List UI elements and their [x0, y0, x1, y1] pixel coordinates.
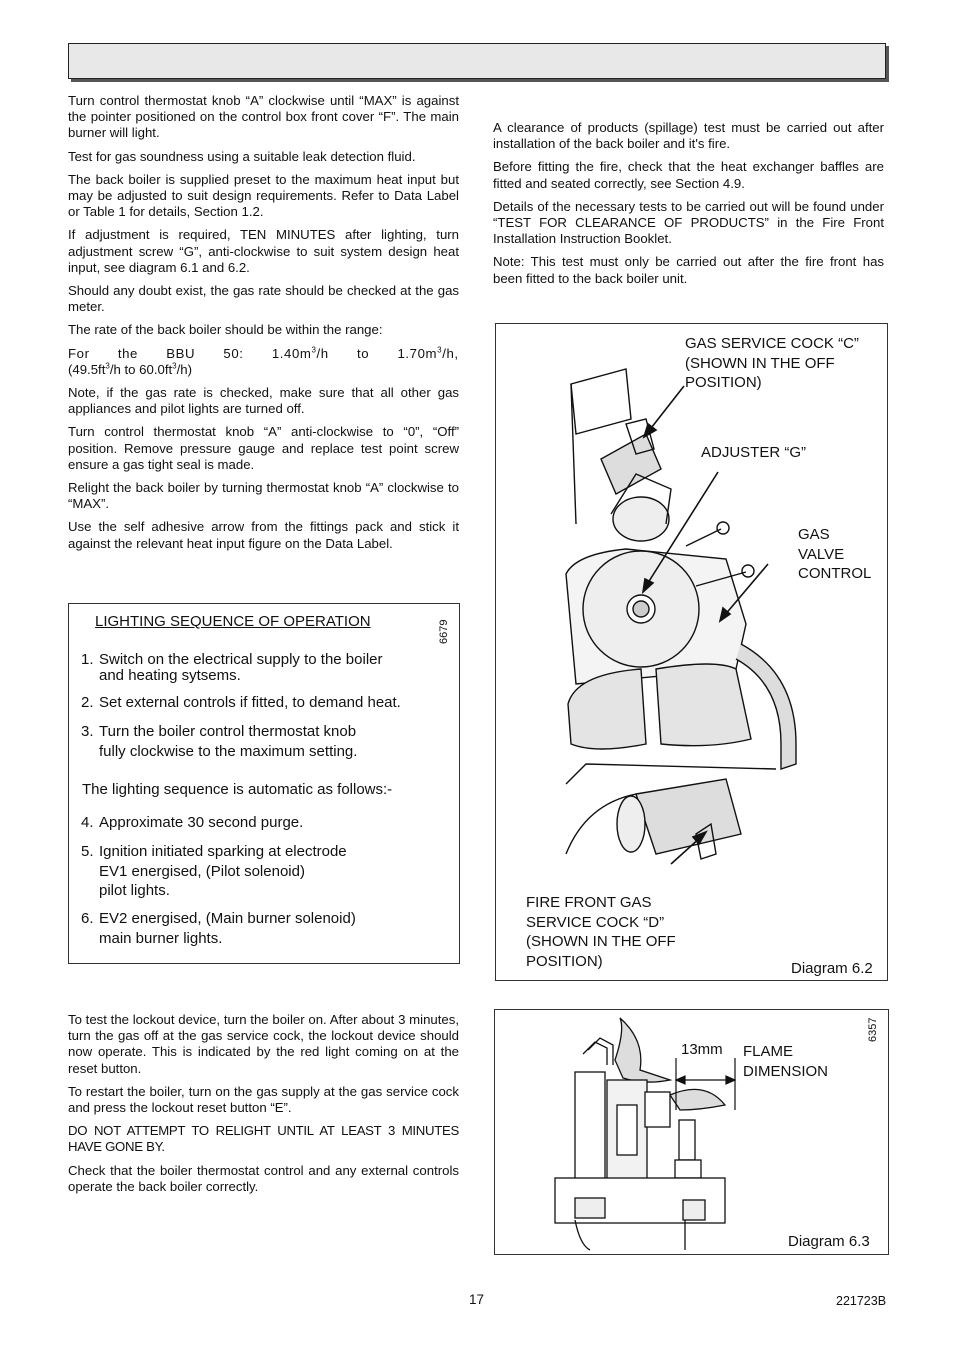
paragraph: Test for gas soundness using a suitable leak detection fluid. [68, 148, 416, 164]
right-column [493, 120, 884, 294]
list-item: 4. Approximate 30 second purge. [81, 814, 304, 831]
list-item: 5. Ignition initiated sparking at electrode EV1 energised, (Pilot solenoid) pilot lights. [81, 843, 347, 899]
paragraph: To test the lockout device, turn the boiler on. After about 3 minutes, turn the gas off at the gas service cock, the lockout device should now operate. This is indicated by the red light coming on at the reset button. [68, 1012, 459, 1076]
diagram-6-2 [495, 323, 888, 981]
lighting-box-code: 6679 [438, 619, 450, 644]
paragraph: Note, if the gas rate is checked, make sure that all other gas appliances and pilot lights are turned off. [68, 385, 459, 417]
diagram-6-3 [494, 1009, 889, 1255]
paragraph: Relight the back boiler by turning thermostat knob “A” clockwise to “MAX”. [68, 480, 459, 512]
paragraph: Check that the boiler thermostat control and any external controls operate the back boiler correctly. [68, 1162, 459, 1194]
section-header-bar [68, 43, 886, 79]
paragraph: Turn control thermostat knob “A” clockwise until “MAX” is against the pointer positioned on the control box front cover “F”. The main burner will light. [68, 93, 459, 141]
diagram-caption: Diagram 6.2 [791, 960, 873, 977]
flame-dimension-value: 13mm [681, 1041, 723, 1058]
paragraph: Note: This test must only be carried out after the fire front has been fitted to the back boiler unit. [493, 254, 884, 286]
document-code: 221723B [836, 1294, 887, 1308]
paragraph: Before fitting the fire, check that the heat exchanger baffles are fitted and seated correctly, see Section 4.9. [493, 159, 884, 191]
label-adjuster-g: ADJUSTER “G” [701, 444, 806, 461]
paragraph: The rate of the back boiler should be within the range: [68, 322, 383, 338]
paragraph: DO NOT ATTEMPT TO RELIGHT UNTIL AT LEAST 3 MINUTES HAVE GONE BY. [68, 1123, 459, 1155]
paragraph: Should any doubt exist, the gas rate should be checked at the gas meter. [68, 283, 459, 315]
paragraph: Use the self adhesive arrow from the fittings pack and stick it against the relevant heat input figure on the Data Label. [68, 519, 459, 551]
list-item: 3. Turn the boiler control thermostat knob fully clockwise to the maximum setting. [81, 723, 358, 760]
diagram-caption: Diagram 6.3 [788, 1233, 870, 1250]
left-column [68, 93, 459, 559]
label-fire-front-gas-service-cock-d: FIRE FRONT GAS SERVICE COCK “D” (SHOWN IN THE OFF POSITION) [526, 894, 676, 970]
list-item: 2. Set external controls if fitted, to demand heat. [81, 694, 401, 711]
list-item: The lighting sequence is automatic as follows:- [82, 781, 393, 798]
diagram-code: 6357 [867, 1017, 879, 1042]
gas-rate-range: For the BBU 50: $1.40m^3/h$ to $1.70m^3/h$, ($49.5ft^3/h$ to $60.0ft^3/h$) [68, 345, 459, 377]
label-gas-valve-control: GAS VALVE CONTROL [798, 526, 872, 582]
paragraph: The back boiler is supplied preset to the maximum heat input but may be adjusted to suit design requirements. Refer to Data Label or Table 1 for details, Section 1.2. [68, 171, 459, 220]
lighting-box-title: LIGHTING SEQUENCE OF OPERATION [95, 613, 371, 630]
lockout-test-text [68, 1012, 459, 1202]
paragraph: Turn control thermostat knob “A” anti-clockwise to “0”, “Off” position. Remove pressure gauge and replace test point screw ensure a gas tight seal is made. [68, 424, 459, 472]
page-number: 17 [469, 1292, 485, 1307]
gas-valve-illustration [496, 324, 887, 980]
paragraph: Details of the necessary tests to be carried out will be found under “TEST FOR CLEARANCE OF PRODUCTS” in the Fire Front Installation Instruction Booklet. [493, 198, 884, 247]
list-item: 6. EV2 energised, (Main burner solenoid) main burner lights. [81, 910, 356, 947]
paragraph: A clearance of products (spillage) test must be carried out after installation of the back boiler and it's fire. [493, 120, 884, 152]
list-item: 1. Switch on the electrical supply to the boiler and heating sytsems. [81, 651, 383, 684]
flame-dimension-label: FLAME DIMENSION [743, 1043, 829, 1080]
paragraph: If adjustment is required, TEN MINUTES after lighting, turn adjustment screw “G”, anti-clockwise to suit system design heat input, see diagram 6.1 and 6.2. [68, 227, 459, 275]
label-gas-service-cock-c: GAS SERVICE COCK “C” (SHOWN IN THE OFF POSITION) [685, 335, 859, 391]
paragraph: To restart the boiler, turn on the gas supply at the gas service cock and press the lockout reset button “E”. [68, 1083, 459, 1116]
lighting-sequence-box [68, 603, 460, 964]
